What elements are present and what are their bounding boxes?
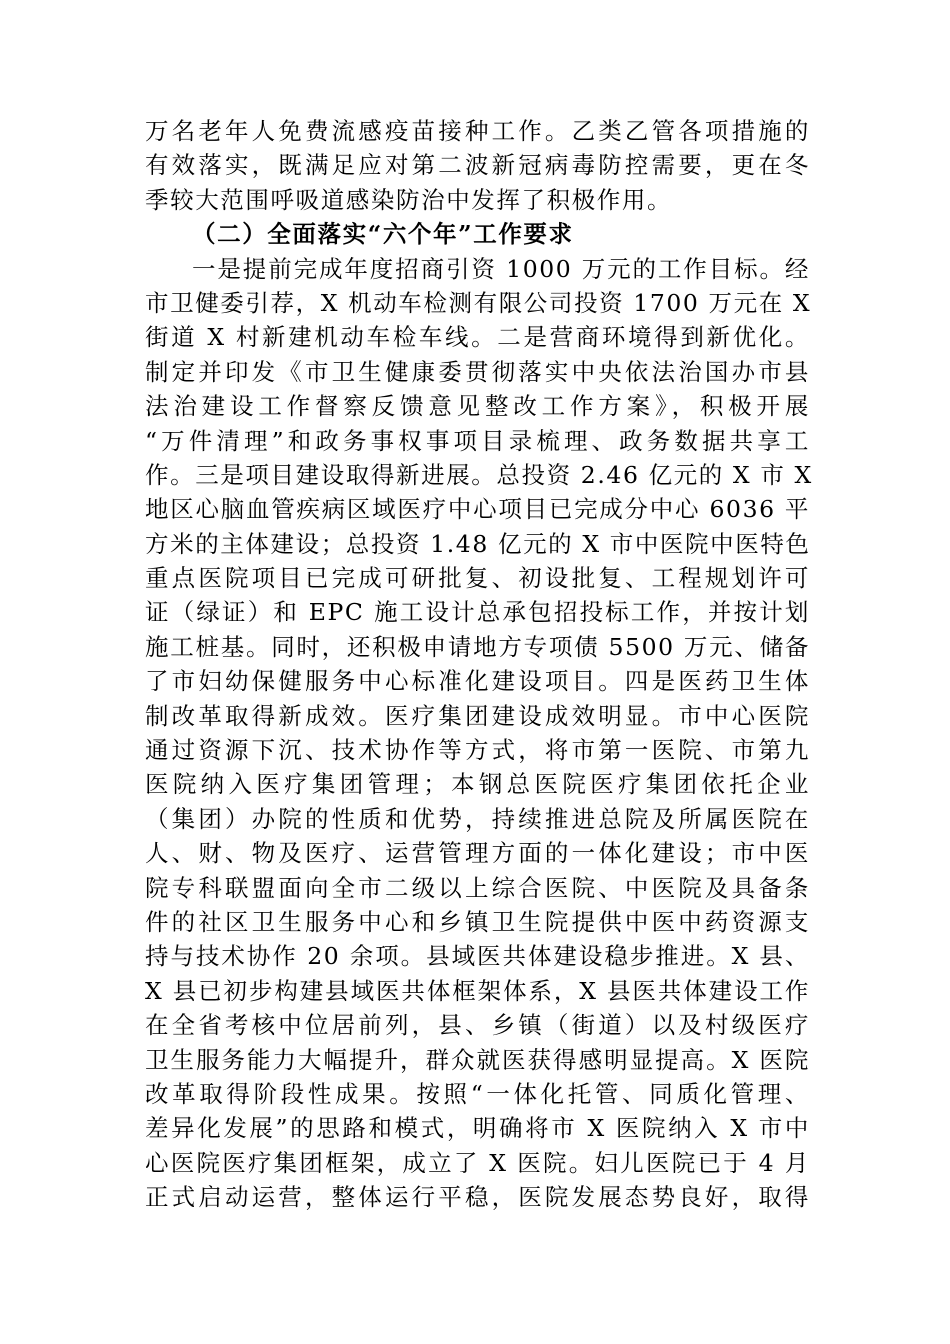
text-line: 持与技术协作 20 余项。县域医共体建设稳步推进。X 县、 (145, 942, 810, 971)
text-line: 制定并印发《市卫生健康委贯彻落实中央依法治国办市县 (145, 357, 810, 386)
text-line: 医院纳入医疗集团管理；本钢总医院医疗集团依托企业 (145, 770, 810, 799)
text-line: 重点医院项目已完成可研批复、初设批复、工程规划许可 (145, 564, 810, 593)
text-line: 作。三是项目建设取得新进展。总投资 2.46 亿元的 X 市 X (145, 460, 813, 489)
text-line: 通过资源下沉、技术协作等方式，将市第一医院、市第九 (145, 736, 810, 765)
section-heading: （二）全面落实“六个年”工作要求 (192, 220, 574, 249)
text-line: 件的社区卫生服务中心和乡镇卫生院提供中医中药资源支 (145, 907, 810, 936)
text-line: 正式启动运营，整体运行平稳，医院发展态势良好，取得 (145, 1183, 810, 1212)
text-line: 院专科联盟面向全市二级以上综合医院、中医院及具备条 (145, 873, 810, 902)
text-line: 卫生服务能力大幅提升，群众就医获得感明显提高。X 医院 (145, 1045, 810, 1074)
text-line: 人、财、物及医疗、运营管理方面的一体化建设；市中医 (145, 839, 810, 868)
text-line: 市卫健委引荐，X 机动车检测有限公司投资 1700 万元在 X (145, 288, 812, 317)
document-text (145, 114, 813, 1215)
text-line: 法治建设工作督察反馈意见整改工作方案》，积极开展 (145, 392, 810, 421)
text-line: 制改革取得新成效。医疗集团建设成效明显。市中心医院 (145, 701, 810, 730)
text-line: 街道 X 村新建机动车检车线。二是营商环境得到新优化。 (145, 323, 810, 352)
text-line: 了市妇幼保健服务中心标准化建设项目。四是医药卫生体 (145, 667, 810, 696)
text-line: 有效落实，既满足应对第二波新冠病毒防控需要，更在冬 (145, 151, 810, 180)
text-line: 差异化发展”的思路和模式，明确将市 X 医院纳入 X 市中 (145, 1114, 810, 1143)
text-line: 万名老年人免费流感疫苗接种工作。乙类乙管各项措施的 (145, 117, 810, 145)
text-line: 施工桩基。同时，还积极申请地方专项债 5500 万元、储备 (145, 632, 810, 661)
text-line: （集团）办院的性质和优势，持续推进总院及所属医院在 (145, 804, 810, 833)
text-line: 在全省考核中位居前列，县、乡镇（街道）以及村级医疗 (145, 1011, 810, 1040)
text-line: “万件清理”和政务事权事项目录梳理、政务数据共享工 (145, 426, 810, 455)
text-line: 地区心脑血管疾病区域医疗中心项目已完成分中心 6036 平 (145, 495, 810, 524)
text-line: 方米的主体建设；总投资 1.48 亿元的 X 市中医院中医特色 (145, 529, 811, 558)
text-line: 一是提前完成年度招商引资 1000 万元的工作目标。经 (192, 254, 810, 283)
text-line: X 县已初步构建县域医共体框架体系，X 县医共体建设工作 (145, 976, 810, 1005)
text-line: 心医院医疗集团框架，成立了 X 医院。妇儿医院已于 4 月 (145, 1148, 810, 1177)
text-line: 季较大范围呼吸道感染防治中发挥了积极作用。 (145, 185, 673, 214)
text-line: 证（绿证）和 EPC 施工设计总承包招投标工作，并按计划 (145, 598, 810, 627)
text-line: 改革取得阶段性成果。按照“一体化托管、同质化管理、 (145, 1079, 810, 1108)
